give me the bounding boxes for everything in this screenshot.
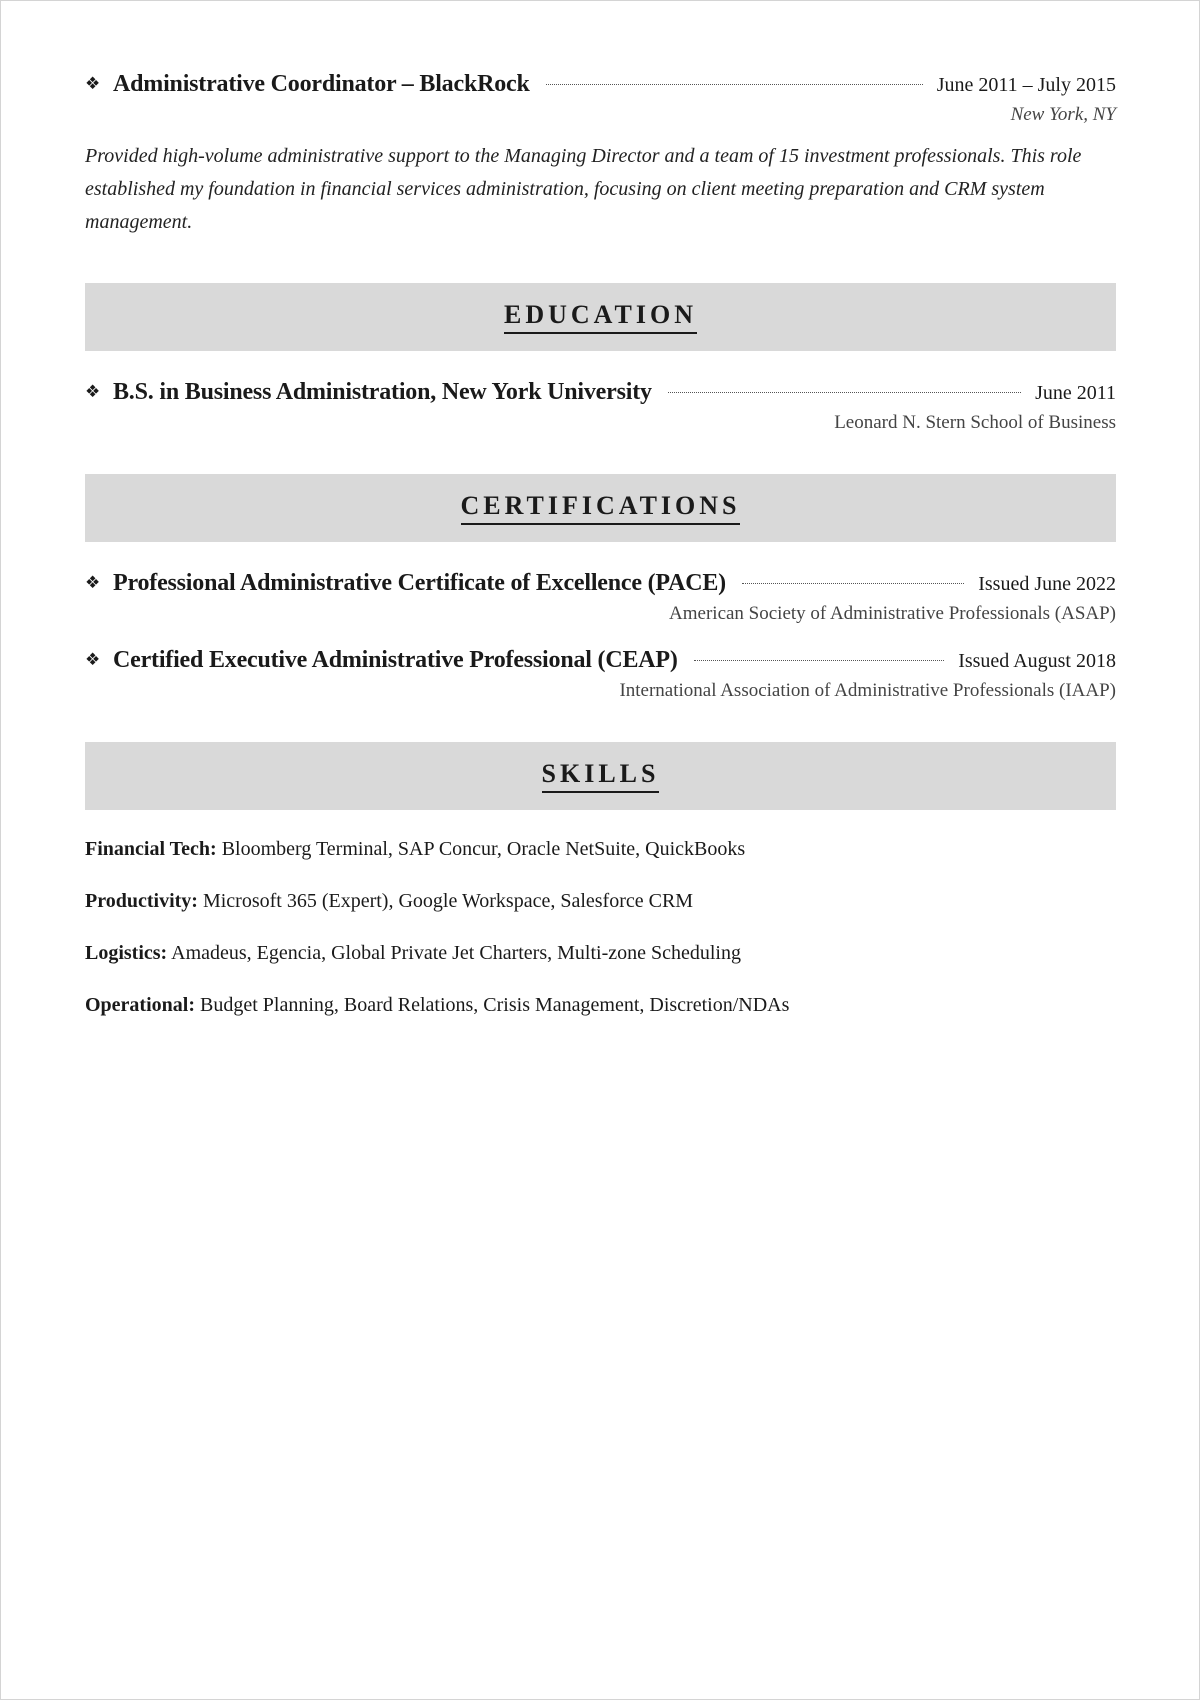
education-heading: EDUCATION [504,300,697,334]
experience-location: New York, NY [1010,104,1116,125]
skill-label: Financial Tech: [85,838,217,860]
skills-section-header [85,742,1116,810]
skill-line [85,834,1116,864]
skill-label: Logistics: [85,942,168,964]
skill-line [85,990,1116,1020]
certification-entry [85,570,1116,625]
resume-content [85,71,1116,1042]
certification-header [85,570,1116,597]
certification-issuer: International Association of Administrative Professionals (IAAP) [619,680,1116,701]
skill-label: Productivity: [85,890,198,912]
experience-header [85,71,1116,98]
diamond-bullet-icon: ❖ [85,573,101,592]
certifications-section-header [85,474,1116,542]
dotted-leader [668,391,1021,393]
certification-entry [85,647,1116,702]
certification-date: Issued June 2022 [978,573,1116,595]
dotted-leader [694,659,945,661]
skill-value: Bloomberg Terminal, SAP Concur, Oracle NetSuite, QuickBooks [221,838,746,860]
diamond-bullet-icon: ❖ [85,74,101,93]
diamond-bullet-icon: ❖ [85,650,101,669]
skills-list [85,834,1116,1020]
certification-issuer: American Society of Administrative Professionals (ASAP) [669,603,1116,624]
education-section-header [85,283,1116,351]
degree-date: June 2011 [1035,382,1116,404]
skill-value: Budget Planning, Board Relations, Crisis Management, Discretion/NDAs [200,994,790,1016]
education-entry [85,379,1116,434]
dotted-leader [742,582,964,584]
degree-title: B.S. in Business Administration, New York University [113,379,652,405]
education-header [85,379,1116,406]
dotted-leader [546,83,923,85]
certifications-heading: CERTIFICATIONS [461,491,741,525]
certification-date: Issued August 2018 [958,650,1116,672]
experience-title: Administrative Coordinator – BlackRock [113,71,530,97]
experience-dates: June 2011 – July 2015 [936,74,1116,96]
skills-heading: SKILLS [542,759,660,793]
diamond-bullet-icon: ❖ [85,382,101,401]
certification-title: Professional Administrative Certificate of Excellence (PACE) [113,570,726,596]
skill-line [85,938,1116,968]
skill-value: Amadeus, Egencia, Global Private Jet Charters, Multi-zone Scheduling [171,942,741,964]
certification-header [85,647,1116,674]
skill-value: Microsoft 365 (Expert), Google Workspace, Salesforce CRM [202,890,694,912]
skill-line [85,886,1116,916]
degree-school: Leonard N. Stern School of Business [834,412,1116,433]
skill-label: Operational: [85,994,195,1016]
experience-description: Provided high-volume administrative support to the Managing Director and a team of 15 investment professionals. This role established my foundation in financial services administration, focusing on client meeting preparation and CRM system management. [85,145,1082,233]
certification-title: Certified Executive Administrative Professional (CEAP) [113,647,678,673]
experience-entry [85,71,1116,239]
